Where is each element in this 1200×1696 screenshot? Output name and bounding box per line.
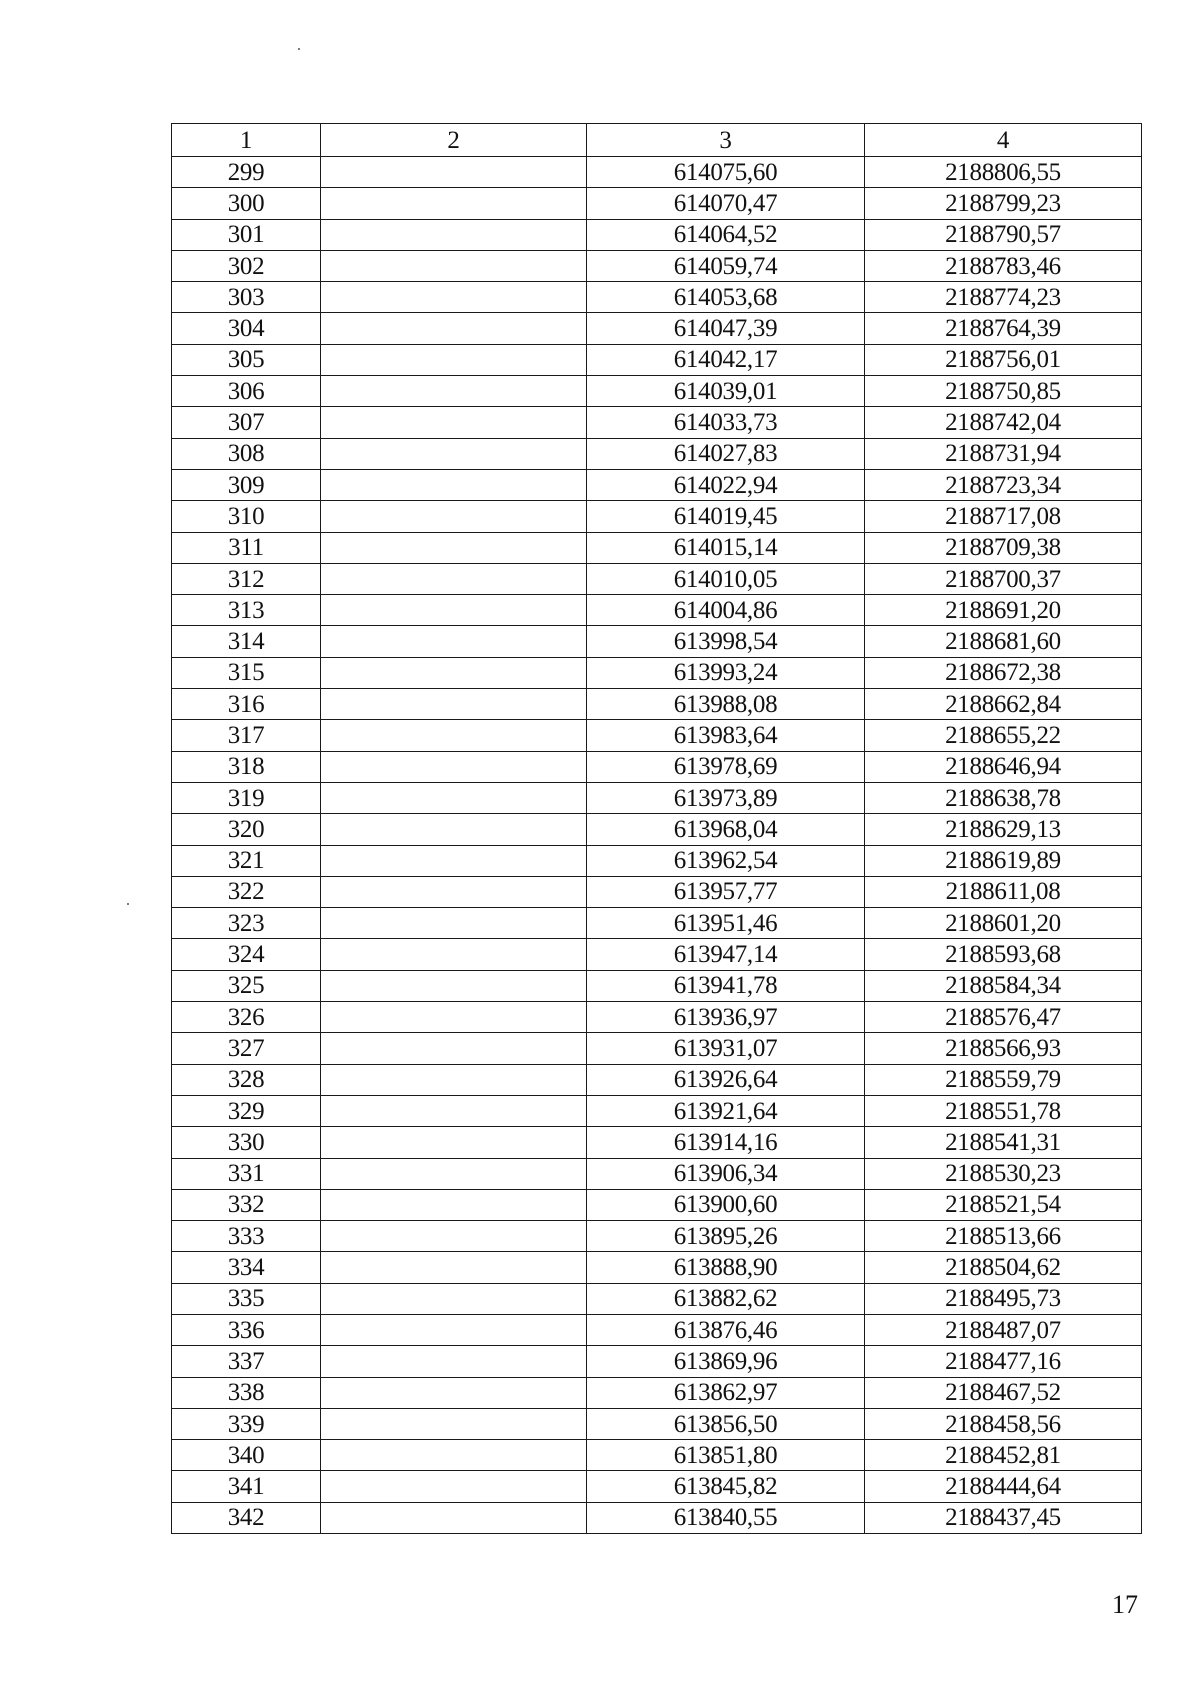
point-number-cell: 320: [172, 814, 321, 845]
table-row: [172, 1408, 1142, 1439]
description-cell: [321, 376, 587, 407]
table-row: [172, 1221, 1142, 1252]
x-coordinate-cell: 614053,68: [587, 282, 865, 313]
description-cell: [321, 876, 587, 907]
description-cell: [321, 1377, 587, 1408]
description-cell: [321, 908, 587, 939]
table-row: [172, 595, 1142, 626]
description-cell: [321, 939, 587, 970]
x-coordinate-cell: 613978,69: [587, 751, 865, 782]
y-coordinate-cell: 2188551,78: [865, 1095, 1142, 1126]
y-coordinate-cell: 2188477,16: [865, 1346, 1142, 1377]
table-row: [172, 1158, 1142, 1189]
description-cell: [321, 344, 587, 375]
table-row: [172, 689, 1142, 720]
table-row: [172, 1346, 1142, 1377]
x-coordinate-cell: 614010,05: [587, 563, 865, 594]
x-coordinate-cell: 613957,77: [587, 876, 865, 907]
x-coordinate-cell: 614033,73: [587, 407, 865, 438]
y-coordinate-cell: 2188444,64: [865, 1471, 1142, 1502]
table-row: [172, 845, 1142, 876]
table-row: [172, 313, 1142, 344]
description-cell: [321, 657, 587, 688]
description-cell: [321, 1221, 587, 1252]
description-cell: [321, 689, 587, 720]
table-row: [172, 1314, 1142, 1345]
point-number-cell: 337: [172, 1346, 321, 1377]
x-coordinate-cell: 613869,96: [587, 1346, 865, 1377]
description-cell: [321, 1502, 587, 1533]
table-row: [172, 1440, 1142, 1471]
description-cell: [321, 532, 587, 563]
column-header-1: 1: [172, 124, 321, 157]
y-coordinate-cell: 2188709,38: [865, 532, 1142, 563]
description-cell: [321, 1252, 587, 1283]
description-cell: [321, 250, 587, 281]
point-number-cell: 332: [172, 1189, 321, 1220]
point-number-cell: 319: [172, 782, 321, 813]
column-header-3: 3: [587, 124, 865, 157]
y-coordinate-cell: 2188437,45: [865, 1502, 1142, 1533]
y-coordinate-cell: 2188700,37: [865, 563, 1142, 594]
y-coordinate-cell: 2188576,47: [865, 1002, 1142, 1033]
x-coordinate-cell: 613900,60: [587, 1189, 865, 1220]
point-number-cell: 329: [172, 1095, 321, 1126]
y-coordinate-cell: 2188487,07: [865, 1314, 1142, 1345]
table-row: [172, 1189, 1142, 1220]
x-coordinate-cell: 613931,07: [587, 1033, 865, 1064]
table-row: [172, 1064, 1142, 1095]
x-coordinate-cell: 613921,64: [587, 1095, 865, 1126]
point-number-cell: 315: [172, 657, 321, 688]
y-coordinate-cell: 2188764,39: [865, 313, 1142, 344]
table-row: [172, 908, 1142, 939]
point-number-cell: 323: [172, 908, 321, 939]
x-coordinate-cell: 613951,46: [587, 908, 865, 939]
y-coordinate-cell: 2188619,89: [865, 845, 1142, 876]
x-coordinate-cell: 614070,47: [587, 188, 865, 219]
table-row: [172, 1033, 1142, 1064]
x-coordinate-cell: 614022,94: [587, 469, 865, 500]
point-number-cell: 305: [172, 344, 321, 375]
point-number-cell: 304: [172, 313, 321, 344]
description-cell: [321, 1471, 587, 1502]
point-number-cell: 316: [172, 689, 321, 720]
y-coordinate-cell: 2188521,54: [865, 1189, 1142, 1220]
x-coordinate-cell: 614015,14: [587, 532, 865, 563]
table-row: [172, 970, 1142, 1001]
point-number-cell: 331: [172, 1158, 321, 1189]
description-cell: [321, 782, 587, 813]
y-coordinate-cell: 2188756,01: [865, 344, 1142, 375]
point-number-cell: 313: [172, 595, 321, 626]
table-row: [172, 1377, 1142, 1408]
description-cell: [321, 845, 587, 876]
scan-speck: [298, 48, 300, 50]
point-number-cell: 307: [172, 407, 321, 438]
point-number-cell: 334: [172, 1252, 321, 1283]
point-number-cell: 311: [172, 532, 321, 563]
y-coordinate-cell: 2188504,62: [865, 1252, 1142, 1283]
point-number-cell: 314: [172, 626, 321, 657]
table-row: [172, 376, 1142, 407]
table-row: [172, 219, 1142, 250]
description-cell: [321, 970, 587, 1001]
x-coordinate-cell: 613988,08: [587, 689, 865, 720]
table-row: [172, 344, 1142, 375]
y-coordinate-cell: 2188655,22: [865, 720, 1142, 751]
y-coordinate-cell: 2188723,34: [865, 469, 1142, 500]
y-coordinate-cell: 2188717,08: [865, 501, 1142, 532]
point-number-cell: 330: [172, 1127, 321, 1158]
description-cell: [321, 1314, 587, 1345]
table-row: [172, 939, 1142, 970]
y-coordinate-cell: 2188681,60: [865, 626, 1142, 657]
x-coordinate-cell: 613851,80: [587, 1440, 865, 1471]
point-number-cell: 328: [172, 1064, 321, 1095]
description-cell: [321, 1158, 587, 1189]
description-cell: [321, 188, 587, 219]
table-row: [172, 250, 1142, 281]
table-row: [172, 563, 1142, 594]
y-coordinate-cell: 2188672,38: [865, 657, 1142, 688]
y-coordinate-cell: 2188530,23: [865, 1158, 1142, 1189]
table-body: [172, 157, 1142, 1534]
table-row: [172, 532, 1142, 563]
x-coordinate-cell: 614047,39: [587, 313, 865, 344]
x-coordinate-cell: 613862,97: [587, 1377, 865, 1408]
x-coordinate-cell: 613926,64: [587, 1064, 865, 1095]
coordinates-table: [171, 123, 1142, 1534]
point-number-cell: 310: [172, 501, 321, 532]
table-row: [172, 876, 1142, 907]
x-coordinate-cell: 614019,45: [587, 501, 865, 532]
x-coordinate-cell: 614059,74: [587, 250, 865, 281]
x-coordinate-cell: 613845,82: [587, 1471, 865, 1502]
description-cell: [321, 1064, 587, 1095]
point-number-cell: 335: [172, 1283, 321, 1314]
point-number-cell: 318: [172, 751, 321, 782]
description-cell: [321, 751, 587, 782]
description-cell: [321, 814, 587, 845]
y-coordinate-cell: 2188611,08: [865, 876, 1142, 907]
y-coordinate-cell: 2188458,56: [865, 1408, 1142, 1439]
point-number-cell: 309: [172, 469, 321, 500]
page-number: 17: [1112, 1590, 1138, 1619]
description-cell: [321, 438, 587, 469]
point-number-cell: 321: [172, 845, 321, 876]
x-coordinate-cell: 613914,16: [587, 1127, 865, 1158]
description-cell: [321, 1127, 587, 1158]
point-number-cell: 300: [172, 188, 321, 219]
point-number-cell: 327: [172, 1033, 321, 1064]
x-coordinate-cell: 613968,04: [587, 814, 865, 845]
x-coordinate-cell: 613993,24: [587, 657, 865, 688]
point-number-cell: 317: [172, 720, 321, 751]
y-coordinate-cell: 2188806,55: [865, 157, 1142, 188]
x-coordinate-cell: 613998,54: [587, 626, 865, 657]
x-coordinate-cell: 613888,90: [587, 1252, 865, 1283]
x-coordinate-cell: 613876,46: [587, 1314, 865, 1345]
x-coordinate-cell: 613983,64: [587, 720, 865, 751]
description-cell: [321, 595, 587, 626]
x-coordinate-cell: 613840,55: [587, 1502, 865, 1533]
y-coordinate-cell: 2188566,93: [865, 1033, 1142, 1064]
table-row: [172, 1095, 1142, 1126]
y-coordinate-cell: 2188742,04: [865, 407, 1142, 438]
table-row: [172, 282, 1142, 313]
y-coordinate-cell: 2188593,68: [865, 939, 1142, 970]
point-number-cell: 342: [172, 1502, 321, 1533]
table-row: [172, 1502, 1142, 1533]
y-coordinate-cell: 2188662,84: [865, 689, 1142, 720]
description-cell: [321, 1002, 587, 1033]
description-cell: [321, 1283, 587, 1314]
x-coordinate-cell: 613973,89: [587, 782, 865, 813]
x-coordinate-cell: 613962,54: [587, 845, 865, 876]
table-row: [172, 407, 1142, 438]
y-coordinate-cell: 2188541,31: [865, 1127, 1142, 1158]
point-number-cell: 299: [172, 157, 321, 188]
x-coordinate-cell: 614042,17: [587, 344, 865, 375]
point-number-cell: 333: [172, 1221, 321, 1252]
table-row: [172, 657, 1142, 688]
point-number-cell: 303: [172, 282, 321, 313]
table-row: [172, 157, 1142, 188]
y-coordinate-cell: 2188799,23: [865, 188, 1142, 219]
x-coordinate-cell: 613941,78: [587, 970, 865, 1001]
y-coordinate-cell: 2188691,20: [865, 595, 1142, 626]
description-cell: [321, 469, 587, 500]
table-header-row: [172, 124, 1142, 157]
description-cell: [321, 1408, 587, 1439]
description-cell: [321, 407, 587, 438]
description-cell: [321, 626, 587, 657]
column-header-2: 2: [321, 124, 587, 157]
y-coordinate-cell: 2188629,13: [865, 814, 1142, 845]
y-coordinate-cell: 2188495,73: [865, 1283, 1142, 1314]
y-coordinate-cell: 2188467,52: [865, 1377, 1142, 1408]
description-cell: [321, 720, 587, 751]
description-cell: [321, 219, 587, 250]
point-number-cell: 312: [172, 563, 321, 594]
y-coordinate-cell: 2188790,57: [865, 219, 1142, 250]
y-coordinate-cell: 2188638,78: [865, 782, 1142, 813]
point-number-cell: 325: [172, 970, 321, 1001]
y-coordinate-cell: 2188513,66: [865, 1221, 1142, 1252]
x-coordinate-cell: 614004,86: [587, 595, 865, 626]
point-number-cell: 340: [172, 1440, 321, 1471]
y-coordinate-cell: 2188559,79: [865, 1064, 1142, 1095]
description-cell: [321, 313, 587, 344]
description-cell: [321, 1033, 587, 1064]
x-coordinate-cell: 614027,83: [587, 438, 865, 469]
x-coordinate-cell: 614064,52: [587, 219, 865, 250]
table-row: [172, 782, 1142, 813]
table-row: [172, 1252, 1142, 1283]
point-number-cell: 301: [172, 219, 321, 250]
y-coordinate-cell: 2188774,23: [865, 282, 1142, 313]
table-row: [172, 1127, 1142, 1158]
y-coordinate-cell: 2188731,94: [865, 438, 1142, 469]
table-row: [172, 188, 1142, 219]
y-coordinate-cell: 2188783,46: [865, 250, 1142, 281]
point-number-cell: 326: [172, 1002, 321, 1033]
x-coordinate-cell: 614039,01: [587, 376, 865, 407]
description-cell: [321, 563, 587, 594]
x-coordinate-cell: 613895,26: [587, 1221, 865, 1252]
y-coordinate-cell: 2188584,34: [865, 970, 1142, 1001]
table-row: [172, 501, 1142, 532]
table-header: [172, 124, 1142, 157]
point-number-cell: 338: [172, 1377, 321, 1408]
point-number-cell: 308: [172, 438, 321, 469]
column-header-4: 4: [865, 124, 1142, 157]
table-row: [172, 469, 1142, 500]
description-cell: [321, 1189, 587, 1220]
table-row: [172, 814, 1142, 845]
x-coordinate-cell: 613906,34: [587, 1158, 865, 1189]
point-number-cell: 322: [172, 876, 321, 907]
description-cell: [321, 282, 587, 313]
x-coordinate-cell: 613856,50: [587, 1408, 865, 1439]
point-number-cell: 336: [172, 1314, 321, 1345]
description-cell: [321, 1440, 587, 1471]
table-row: [172, 626, 1142, 657]
table-row: [172, 720, 1142, 751]
description-cell: [321, 1095, 587, 1126]
point-number-cell: 341: [172, 1471, 321, 1502]
x-coordinate-cell: 614075,60: [587, 157, 865, 188]
x-coordinate-cell: 613947,14: [587, 939, 865, 970]
table-row: [172, 751, 1142, 782]
description-cell: [321, 1346, 587, 1377]
y-coordinate-cell: 2188601,20: [865, 908, 1142, 939]
y-coordinate-cell: 2188646,94: [865, 751, 1142, 782]
table-row: [172, 438, 1142, 469]
scan-speck: [127, 903, 129, 905]
table-row: [172, 1002, 1142, 1033]
point-number-cell: 306: [172, 376, 321, 407]
y-coordinate-cell: 2188452,81: [865, 1440, 1142, 1471]
x-coordinate-cell: 613882,62: [587, 1283, 865, 1314]
point-number-cell: 339: [172, 1408, 321, 1439]
description-cell: [321, 157, 587, 188]
point-number-cell: 302: [172, 250, 321, 281]
description-cell: [321, 501, 587, 532]
table-row: [172, 1471, 1142, 1502]
y-coordinate-cell: 2188750,85: [865, 376, 1142, 407]
point-number-cell: 324: [172, 939, 321, 970]
table-row: [172, 1283, 1142, 1314]
x-coordinate-cell: 613936,97: [587, 1002, 865, 1033]
